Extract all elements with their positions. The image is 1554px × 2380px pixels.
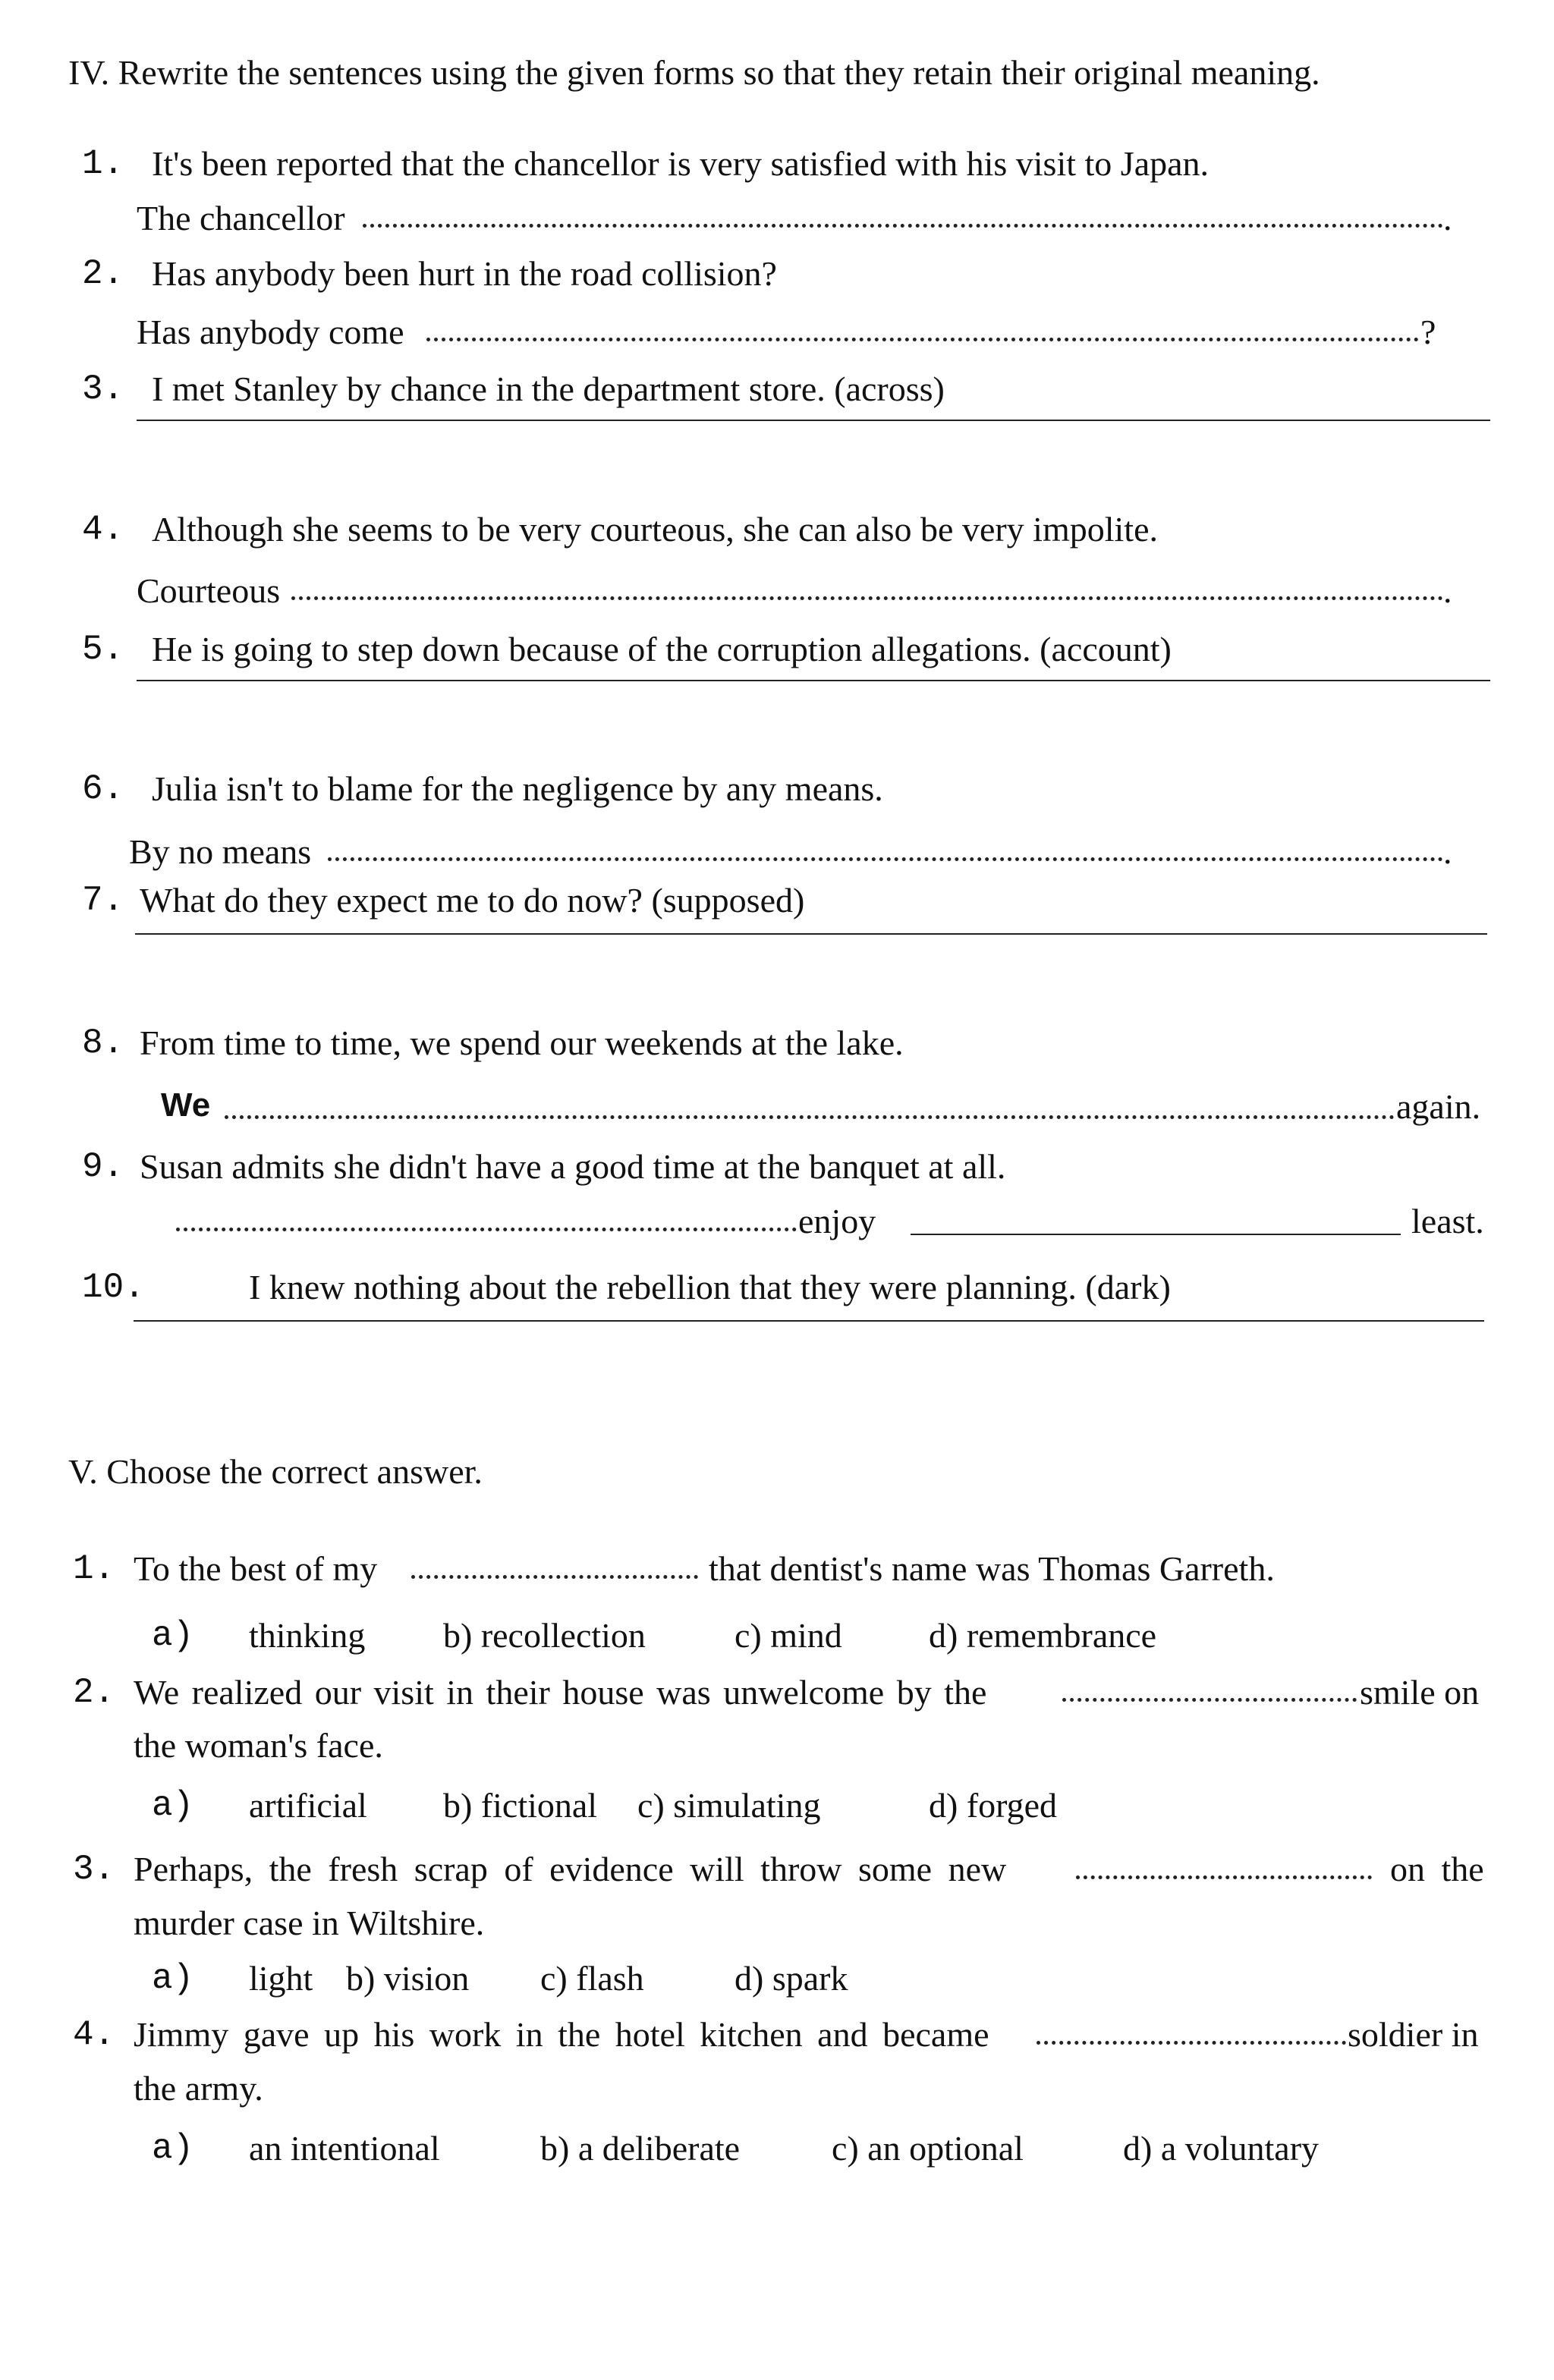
- option-b[interactable]: b) recollection: [443, 1616, 646, 1655]
- answer-end: least.: [1411, 1202, 1484, 1240]
- answer-stem: Has anybody come: [137, 313, 404, 351]
- answer-blank[interactable]: [291, 596, 1443, 600]
- item-number: 9.: [82, 1147, 124, 1187]
- question-text-before: We realized our visit in their house was unwelcome by the: [134, 1673, 987, 1712]
- option-a-label[interactable]: a): [152, 1786, 194, 1825]
- item-number: 6.: [82, 769, 124, 809]
- question-text-line2: the woman's face.: [134, 1726, 383, 1765]
- item-number: 3.: [82, 369, 124, 409]
- answer-line[interactable]: [135, 933, 1487, 935]
- question-text-after: on the: [1390, 1850, 1484, 1888]
- question-text-after: soldier in: [1348, 2015, 1479, 2054]
- answer-line[interactable]: [137, 420, 1490, 421]
- answer-line[interactable]: [137, 680, 1490, 681]
- option-a[interactable]: thinking: [249, 1616, 366, 1655]
- answer-stem: We: [161, 1086, 211, 1124]
- item-number: 5.: [82, 630, 124, 669]
- option-d[interactable]: d) spark: [735, 1959, 848, 1998]
- question-number: 4.: [73, 2015, 115, 2055]
- item-sentence: Although she seems to be very courteous, she can also be very impolite.: [152, 510, 1159, 549]
- question-blank[interactable]: [1076, 1875, 1372, 1879]
- option-d[interactable]: d) forged: [929, 1786, 1058, 1825]
- option-c[interactable]: c) flash: [540, 1959, 644, 1998]
- item-number: 8.: [82, 1023, 124, 1063]
- option-c[interactable]: c) simulating: [637, 1786, 821, 1825]
- item-sentence: What do they expect me to do now? (supposed): [140, 881, 805, 920]
- question-text-after: that dentist's name was Thomas Garreth.: [709, 1549, 1275, 1588]
- section-4-heading: IV. Rewrite the sentences using the given forms so that they retain their original meaning.: [68, 53, 1320, 92]
- option-b[interactable]: b) fictional: [443, 1786, 598, 1825]
- item-sentence: From time to time, we spend our weekends at the lake.: [140, 1023, 904, 1062]
- answer-blank-start[interactable]: [176, 1228, 797, 1231]
- answer-blank[interactable]: [328, 857, 1443, 861]
- section-5-heading: V. Choose the correct answer.: [68, 1452, 483, 1491]
- item-sentence: It's been reported that the chancellor is very satisfied with his visit to Japan.: [152, 144, 1210, 183]
- option-a[interactable]: an intentional: [249, 2129, 440, 2168]
- question-text-line2: murder case in Wiltshire.: [134, 1904, 485, 1942]
- answer-end: ?: [1420, 313, 1436, 351]
- answer-blank[interactable]: [426, 338, 1419, 341]
- answer-stem: By no means: [129, 832, 312, 871]
- item-number: 10.: [82, 1268, 145, 1307]
- option-d[interactable]: d) a voluntary: [1123, 2129, 1320, 2168]
- item-number: 1.: [82, 144, 124, 184]
- question-blank[interactable]: [1037, 2041, 1346, 2045]
- option-b[interactable]: b) a deliberate: [540, 2129, 741, 2168]
- question-text-before: Perhaps, the fresh scrap of evidence will throw some new: [134, 1850, 1007, 1888]
- answer-middle-word: enjoy: [798, 1202, 876, 1240]
- item-number: 4.: [82, 510, 124, 549]
- question-text-line2: the army.: [134, 2069, 263, 2108]
- item-sentence: Julia isn't to blame for the negligence by any means.: [152, 769, 883, 808]
- question-number: 2.: [73, 1673, 115, 1712]
- answer-stem: Courteous: [137, 571, 281, 610]
- item-sentence: He is going to step down because of the corruption allegations. (account): [152, 630, 1172, 668]
- question-blank[interactable]: [1062, 1698, 1357, 1702]
- option-a-label[interactable]: a): [152, 1616, 194, 1655]
- answer-end: .: [1443, 571, 1452, 610]
- item-sentence: I met Stanley by chance in the department store. (across): [152, 369, 945, 408]
- answer-stem: The chancellor: [137, 199, 345, 237]
- question-text-after: smile on: [1360, 1673, 1480, 1712]
- option-b[interactable]: b) vision: [346, 1959, 470, 1998]
- question-number: 1.: [73, 1549, 115, 1589]
- option-a-label[interactable]: a): [152, 1959, 194, 1998]
- question-number: 3.: [73, 1850, 115, 1889]
- answer-end: .: [1443, 199, 1452, 237]
- item-sentence: I knew nothing about the rebellion that they were planning. (dark): [249, 1268, 1171, 1306]
- answer-line[interactable]: [134, 1320, 1484, 1322]
- answer-blank[interactable]: [225, 1115, 1395, 1119]
- answer-blank[interactable]: [363, 224, 1443, 228]
- question-text-before: Jimmy gave up his work in the hotel kitchen and became: [134, 2015, 989, 2054]
- question-text-before: To the best of my: [134, 1549, 378, 1588]
- item-sentence: Has anybody been hurt in the road collision?: [152, 254, 777, 293]
- option-a-label[interactable]: a): [152, 2129, 194, 2168]
- item-number: 7.: [82, 881, 124, 920]
- answer-line[interactable]: [911, 1234, 1401, 1235]
- item-sentence: Susan admits she didn't have a good time at the banquet at all.: [140, 1147, 1006, 1186]
- option-d[interactable]: d) remembrance: [929, 1616, 1157, 1655]
- answer-end: again.: [1396, 1087, 1481, 1126]
- option-a[interactable]: light: [249, 1959, 313, 1998]
- option-c[interactable]: c) mind: [735, 1616, 842, 1655]
- item-number: 2.: [82, 254, 124, 294]
- option-c[interactable]: c) an optional: [832, 2129, 1024, 2168]
- option-a[interactable]: artificial: [249, 1786, 367, 1825]
- answer-end: .: [1443, 832, 1452, 871]
- question-blank[interactable]: [411, 1575, 698, 1579]
